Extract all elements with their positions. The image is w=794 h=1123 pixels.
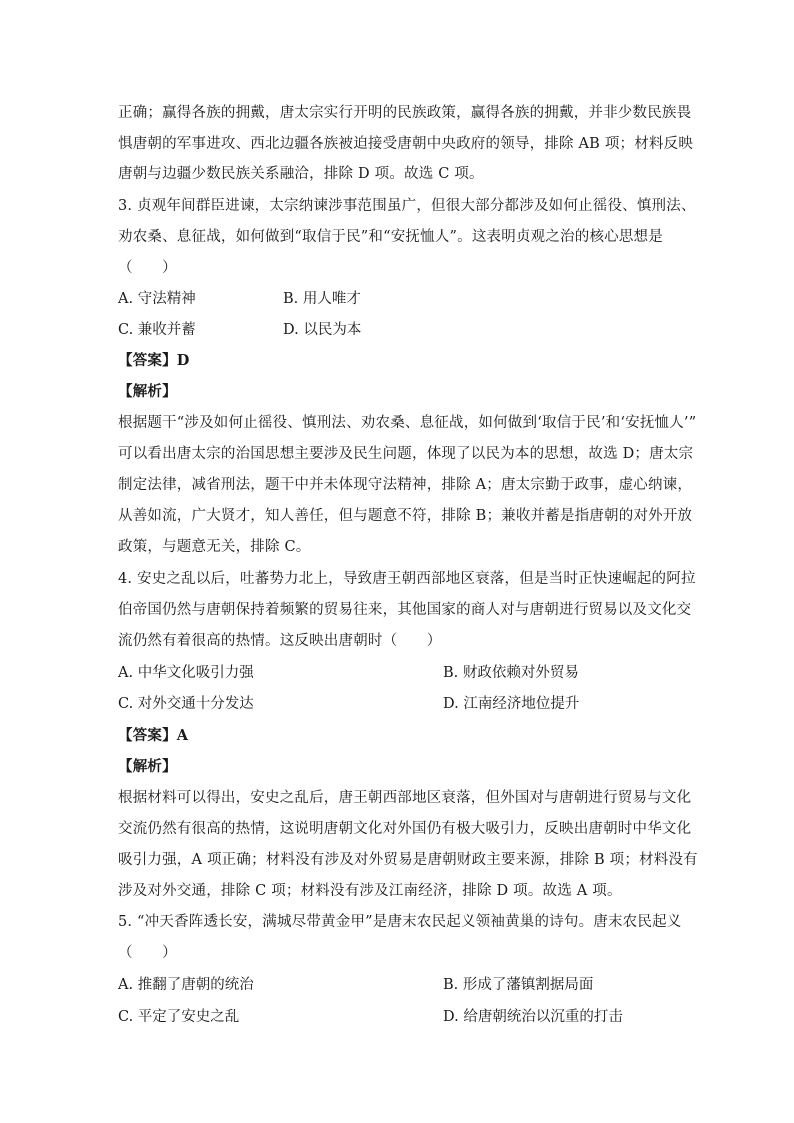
- q4-stem-line-1: 4. 安史之乱以后，吐蕃势力北上，导致唐王朝西部地区衰落，但是当时正快速崛起的阿拉: [118, 571, 696, 587]
- q3-option-b: B. 用人唯才: [283, 291, 361, 307]
- q3-analysis-line-2: 可以看出唐太宗的治国思想主要涉及民生问题，体现了以民为本的思想，故选 D；唐太宗: [118, 446, 694, 462]
- q3-analysis-line-1: 根据题干“涉及如何止徭役、慎刑法、劝农桑、息征战，如何做到‘取信于民’和‘安抚恤人’”: [118, 415, 697, 431]
- q4-stem-line-3: 流仍然有着很高的热情。这反映出唐朝时（ ）: [118, 633, 442, 649]
- q4-analysis-line-1: 根据材料可以得出，安史之乱后，唐王朝西部地区衰落，但外国对与唐朝进行贸易与文化: [118, 790, 692, 806]
- q3-option-c: C. 兼收并蓄: [118, 322, 196, 338]
- q3-answer: 【答案】D: [118, 352, 190, 369]
- q4-option-b: B. 财政依赖对外贸易: [443, 665, 579, 681]
- q3-stem-line-2: 劝农桑、息征战，如何做到“取信于民”和“安抚恤人”。这表明贞观之治的核心思想是: [118, 229, 663, 245]
- intro-line-3: 唐朝与边疆少数民族关系融洽，排除 D 项。故选 C 项。: [118, 166, 484, 182]
- q3-analysis-line-3: 制定法律，减省刑法，题干中并未体现守法精神，排除 A；唐太宗勤于政事，虚心纳谏，: [118, 477, 693, 493]
- intro-line-1: 正确；赢得各族的拥戴，唐太宗实行开明的民族政策，赢得各族的拥戴，并非少数民族畏: [118, 105, 692, 121]
- q3-option-a: A. 守法精神: [118, 291, 196, 307]
- q5-option-a: A. 推翻了唐朝的统治: [118, 977, 254, 993]
- q3-stem-line-3: （ ）: [118, 260, 177, 276]
- q4-analysis-line-4: 涉及对外交通，排除 C 项；材料没有涉及江南经济，排除 D 项。故选 A 项。: [118, 883, 622, 899]
- q4-analysis-label: 【解析】: [118, 758, 177, 775]
- q4-option-d: D. 江南经济地位提升: [443, 696, 580, 712]
- q5-option-b: B. 形成了藩镇割据局面: [443, 977, 594, 993]
- q3-stem-line-1: 3. 贞观年间群臣进谏，太宗纳谏涉事范围虽广，但很大部分都涉及如何止徭役、慎刑法、: [118, 198, 696, 214]
- q5-option-c: C. 平定了安史之乱: [118, 1009, 240, 1025]
- q4-stem-line-2: 伯帝国仍然与唐朝保持着频繁的贸易往来，其他国家的商人对与唐朝进行贸易以及文化交: [118, 602, 692, 618]
- q4-option-c: C. 对外交通十分发达: [118, 696, 254, 712]
- q5-stem-line-1: 5. “冲天香阵透长安，满城尽带黄金甲”是唐末农民起义领袖黄巢的诗句。唐末农民起义: [118, 914, 682, 930]
- q3-analysis-line-5: 政策，与题意无关，排除 C。: [118, 539, 311, 555]
- q4-analysis-line-2: 交流仍然有很高的热情，这说明唐朝文化对外国仍有极大吸引力，反映出唐朝时中华文化: [118, 821, 692, 837]
- q4-option-a: A. 中华文化吸引力强: [118, 665, 254, 681]
- q4-answer: 【答案】A: [118, 727, 189, 744]
- q4-analysis-line-3: 吸引力强，A 项正确；材料没有涉及对外贸易是唐朝财政主要来源，排除 B 项；材料没有: [118, 852, 698, 868]
- intro-line-2: 惧唐朝的军事进攻、西北边疆各族被迫接受唐朝中央政府的领导，排除 AB 项；材料反映: [118, 136, 694, 152]
- q5-option-d: D. 给唐朝统治以沉重的打击: [443, 1009, 623, 1025]
- q3-option-d: D. 以民为本: [283, 322, 362, 338]
- q3-analysis-label: 【解析】: [118, 383, 177, 400]
- q5-stem-line-2: （ ）: [118, 945, 177, 961]
- q3-analysis-line-4: 从善如流，广大贤才，知人善任，但与题意不符，排除 B；兼收并蓄是指唐朝的对外开放: [118, 508, 693, 524]
